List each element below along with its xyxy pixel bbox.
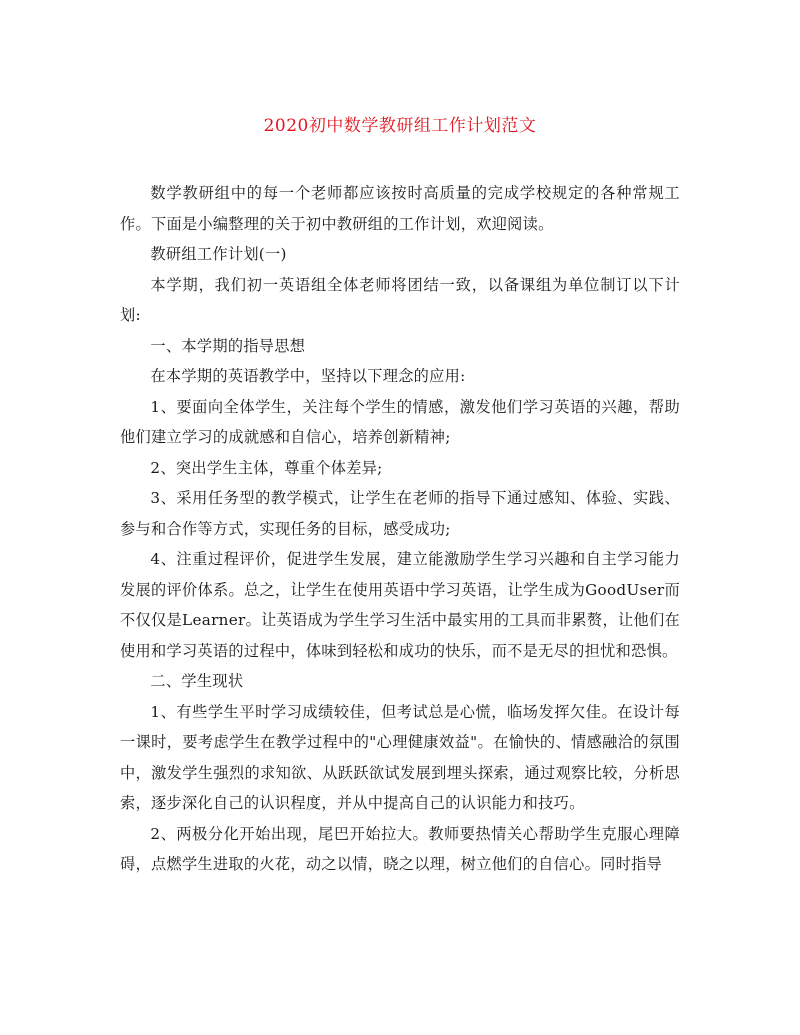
paragraph-intro: 数学教研组中的每一个老师都应该按时高质量的完成学校规定的各种常规工作。下面是小编整理的关于初中教研组的工作计划，欢迎阅读。	[120, 184, 680, 233]
list-item-1: 1、要面向全体学生，关注每个学生的情感，激发他们学习英语的兴趣，帮助他们建立学习的成就感和自信心，培养创新精神;	[120, 397, 680, 446]
status-item-2: 2、两极分化开始出现，尾巴开始拉大。教师要热情关心帮助学生克服心理障碍，点燃学生进取的火花，动之以情，晓之以理，树立他们的自信心。同时指导	[120, 824, 680, 873]
paragraph-semester-plan: 本学期，我们初一英语组全体老师将团结一致，以备课组为单位制订以下计划:	[120, 275, 680, 324]
document-title: 2020初中数学教研组工作计划范文	[263, 116, 537, 136]
list-item-2: 2、突出学生主体，尊重个体差异;	[150, 458, 383, 477]
status-item-1: 1、有些学生平时学习成绩较佳，但考试总是心慌，临场发挥欠佳。在设计每一课时，要考虑学生在教学过程中的"心理健康效益"。在愉快的、情感融洽的氛围中，激发学生强烈的求知欲、从跃跃欲试发展到埋头探索，通过观察比较，分析思索，逐步深化自己的认识程度，并从中提高自己的认识能力和技巧。	[120, 702, 680, 812]
section-heading-plan-one: 教研组工作计划(一)	[150, 245, 287, 263]
list-item-3: 3、采用任务型的教学模式，让学生在老师的指导下通过感知、体验、实践、参与和合作等方式，实现任务的目标，感受成功;	[120, 489, 680, 538]
paragraph-teaching-concepts: 在本学期的英语教学中，坚持以下理念的应用:	[150, 367, 466, 385]
section-heading-guiding-ideas: 一、本学期的指导思想	[150, 336, 306, 355]
document-body	[120, 178, 680, 880]
section-heading-student-status: 二、学生现状	[150, 672, 244, 690]
list-item-4: 4、注重过程评价，促进学生发展，建立能激励学生学习兴趣和自主学习能力发展的评价体系。总之，让学生在使用英语中学习英语，让学生成为GoodUser而不仅仅是Learner。让英语成为学生学习生活中最实用的工具而非累赘，让他们在使用和学习英语的过程中，体味到轻松和成功的快乐，而不是无尽的担忧和恐惧。	[120, 550, 680, 660]
